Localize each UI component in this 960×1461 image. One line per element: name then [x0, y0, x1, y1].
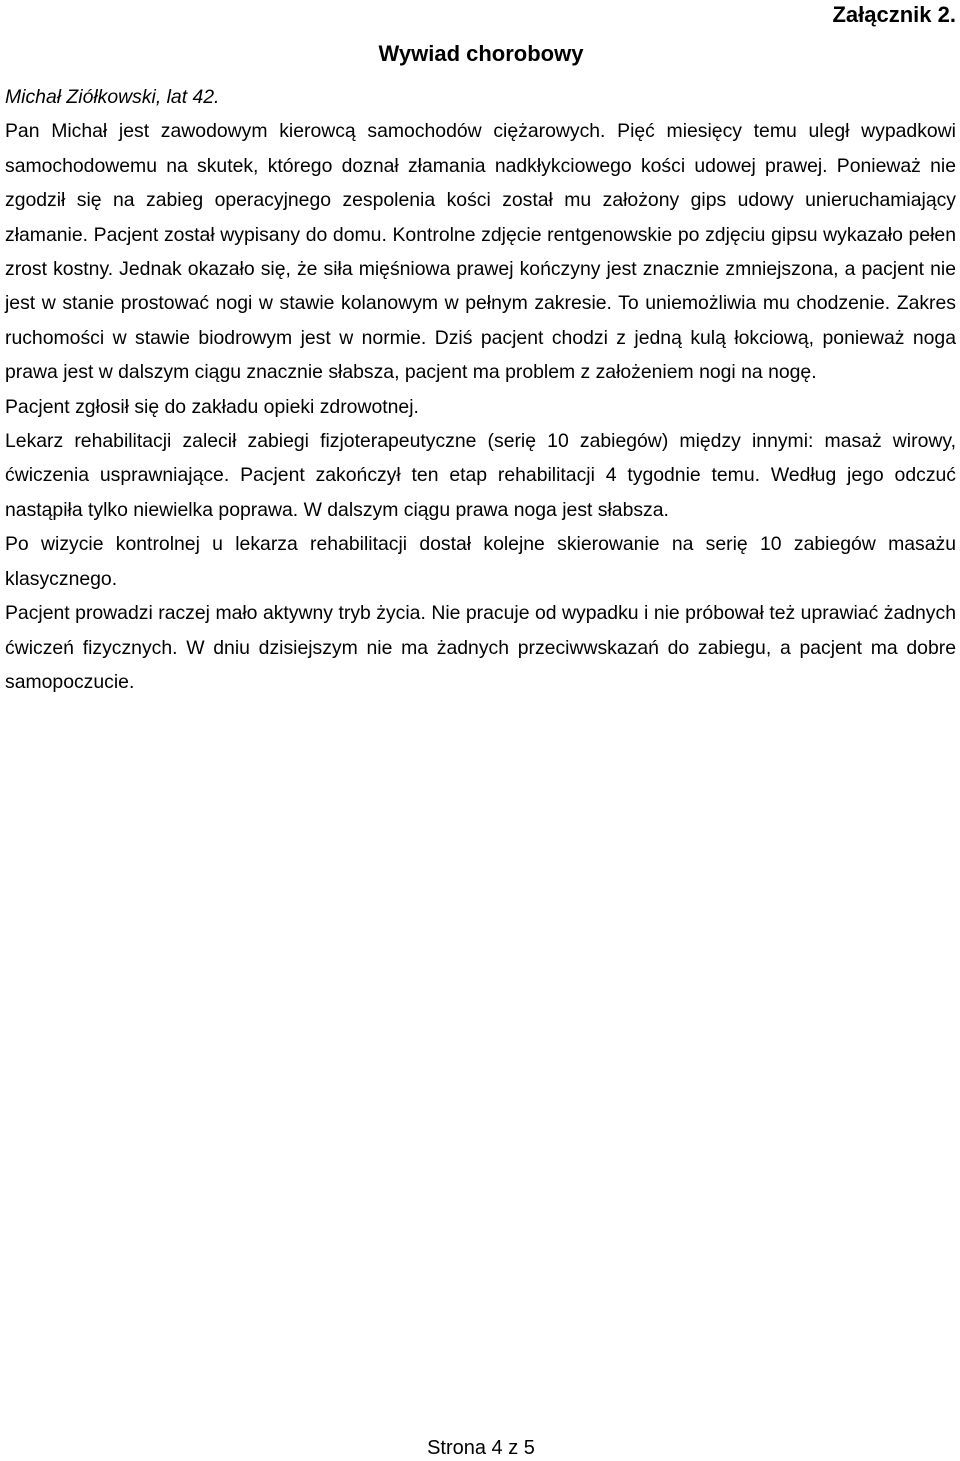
paragraph-referral: Po wizycie kontrolnej u lekarza rehabilitacji dostał kolejne skierowanie na serię 10 zabiegów masażu klasycznego. [5, 533, 956, 590]
document-body [5, 80, 956, 699]
page-number: Strona 4 z 5 [427, 1437, 535, 1459]
paragraph-rehabilitation: Lekarz rehabilitacji zalecił zabiegi fizjoterapeutyczne (serię 10 zabiegów) między innymi: masaż wirowy, ćwiczenia usprawniające. Pacjent zakończył ten etap rehabilitacji 4 tygodnie temu. Według jego odczuć nastąpiła tylko niewielka poprawa. W dalszym ciągu prawa noga jest słabsza. [5, 430, 956, 521]
paragraph-visit: Pacjent zgłosił się do zakładu opieki zdrowotnej. [5, 395, 419, 418]
page-title: Wywiad chorobowy [378, 41, 584, 66]
patient-line: Michał Ziółkowski, lat 42. [5, 86, 220, 108]
attachment-label: Załącznik 2. [832, 2, 956, 27]
paragraph-history: Pan Michał jest zawodowym kierowcą samochodów ciężarowych. Pięć miesięcy temu uległ wypadkowi samochodowemu na skutek, którego doznał złamania nadkłykciowego kości udowej prawej. Ponieważ nie zgodził się na zabieg operacyjnego zespolenia kości został mu założony gips udowy unieruchamiający złamanie. Pacjent został wypisany do domu. Kontrolne zdjęcie rentgenowskie po zdjęciu gipsu wykazało pełen zrost kostny. Jednak okazało się, że siła mięśniowa prawej kończyny jest znacznie zmniejszona, a pacjent nie jest w stanie prostować nogi w stawie kolanowym w pełnym zakresie. To uniemożliwia mu chodzenie. Zakres ruchomości w stawie biodrowym jest w normie. Dziś pacjent chodzi z jedną kulą łokciową, ponieważ noga prawa jest w dalszym ciągu znacznie słabsza, pacjent ma problem z założeniem nogi na nogę. [5, 120, 956, 384]
paragraph-lifestyle: Pacjent prowadzi raczej mało aktywny tryb życia. Nie pracuje od wypadku i nie próbował też uprawiać żadnych ćwiczeń fizycznych. W dniu dzisiejszym nie ma żadnych przeciwwskazań do zabiegu, a pacjent ma dobre samopoczucie. [5, 602, 956, 693]
